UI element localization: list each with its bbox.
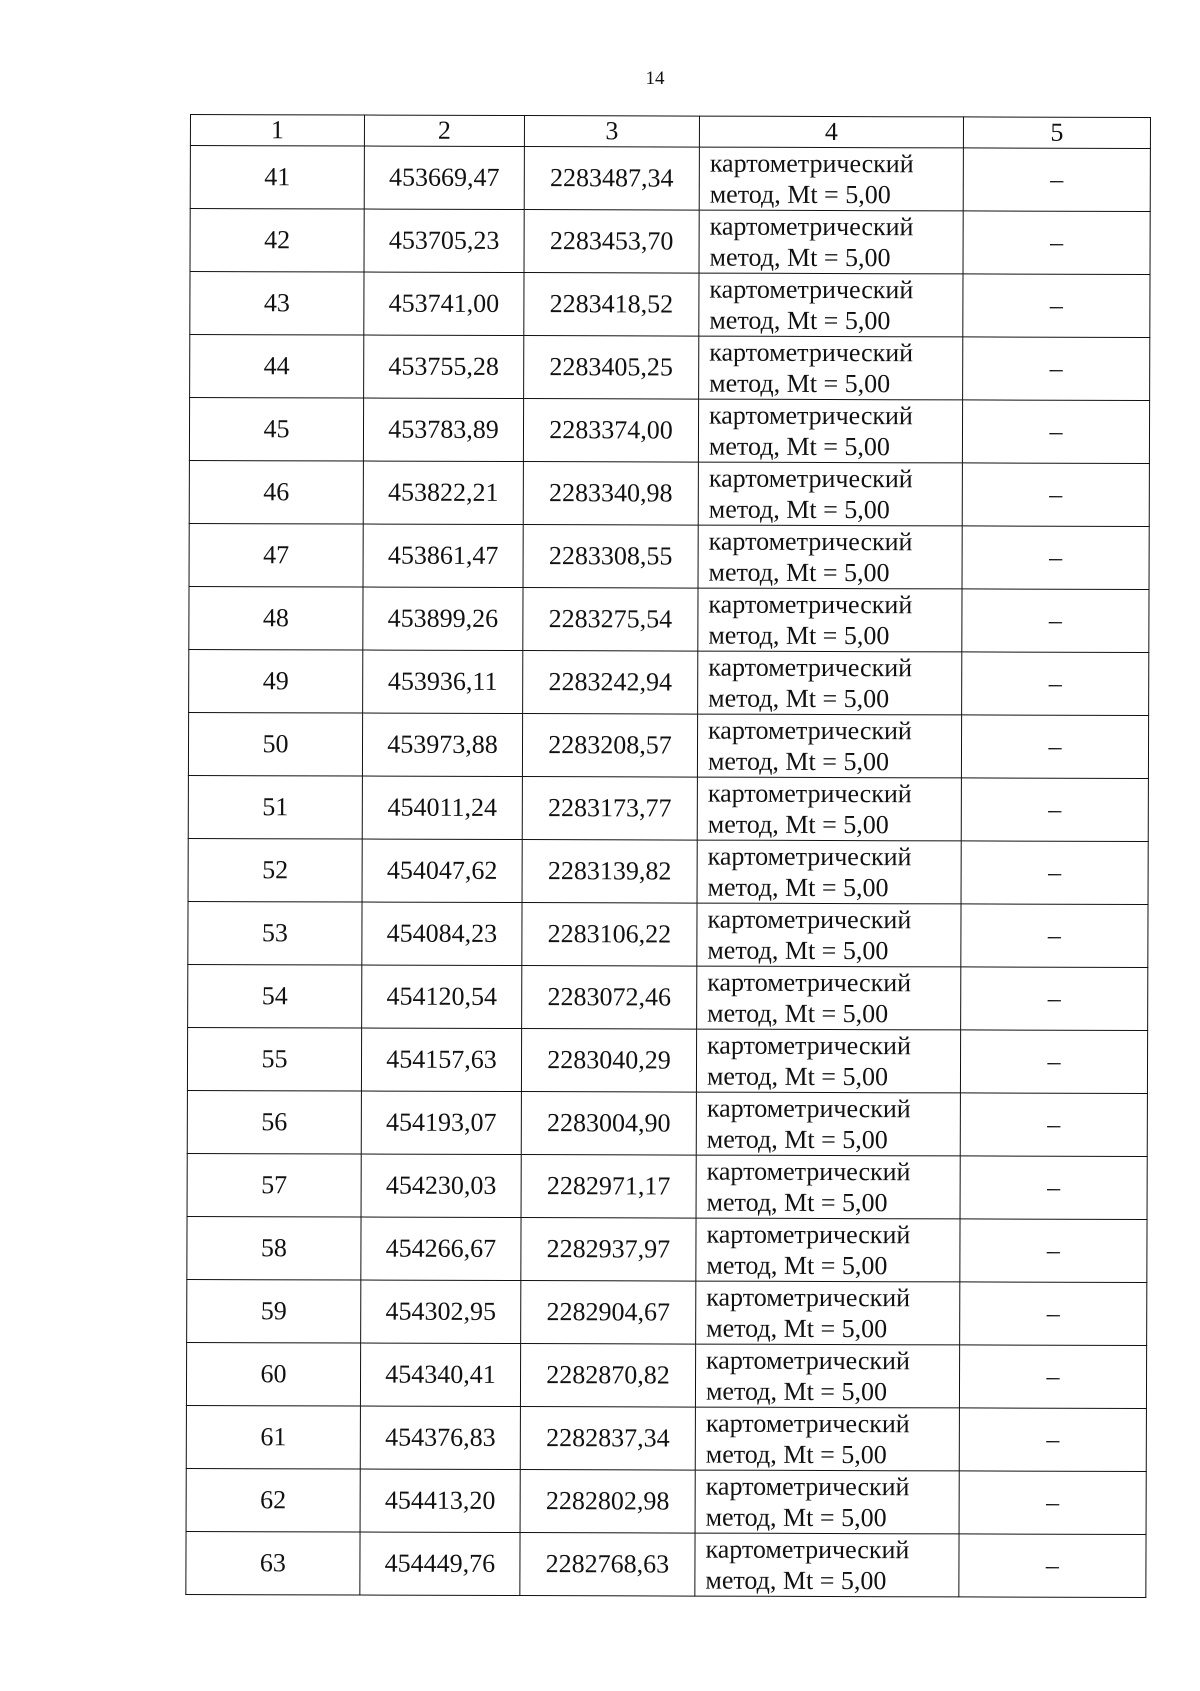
note-dash: – bbox=[962, 526, 1149, 590]
table-row bbox=[186, 1531, 1146, 1597]
note-dash: – bbox=[962, 652, 1149, 716]
method-line-1: картометрический bbox=[707, 778, 912, 809]
note-dash: – bbox=[960, 1219, 1147, 1283]
coordinate-x: 454084,23 bbox=[362, 902, 522, 966]
note-dash: – bbox=[961, 841, 1148, 905]
table-row bbox=[189, 523, 1149, 589]
page-number: 14 bbox=[645, 68, 665, 89]
method-line-2: метод, Mt = 5,00 bbox=[708, 431, 891, 462]
method-cell bbox=[698, 651, 962, 715]
method-cell bbox=[695, 1533, 959, 1597]
coordinate-y: 2283106,22 bbox=[522, 903, 697, 967]
point-number: 50 bbox=[188, 712, 362, 776]
table-row bbox=[190, 272, 1150, 338]
method-line-1: картометрический bbox=[709, 274, 914, 305]
point-number: 48 bbox=[189, 586, 363, 650]
coordinate-x: 454230,03 bbox=[361, 1154, 521, 1218]
note-dash: – bbox=[962, 463, 1149, 527]
coordinate-y: 2283340,98 bbox=[523, 462, 698, 526]
method-cell bbox=[696, 1155, 960, 1219]
method-line-1: картометрический bbox=[706, 1093, 911, 1124]
method-line-2: метод, Mt = 5,00 bbox=[709, 368, 891, 399]
coordinate-x: 454266,67 bbox=[361, 1217, 521, 1281]
method-cell bbox=[695, 1344, 959, 1408]
coordinate-x: 453861,47 bbox=[363, 524, 523, 588]
method-cell bbox=[696, 1281, 960, 1345]
table-row bbox=[189, 586, 1149, 652]
point-number: 49 bbox=[189, 649, 363, 713]
table-row bbox=[186, 1342, 1146, 1408]
point-number: 58 bbox=[187, 1216, 361, 1280]
method-line-2: метод, Mt = 5,00 bbox=[706, 1313, 888, 1344]
coordinate-y: 2283139,82 bbox=[522, 840, 697, 904]
method-cell bbox=[697, 840, 961, 904]
table-row bbox=[188, 964, 1148, 1030]
method-cell bbox=[699, 210, 963, 274]
method-line-1: картометрический bbox=[708, 463, 913, 494]
table-row bbox=[187, 1090, 1147, 1156]
note-dash: – bbox=[962, 589, 1149, 653]
note-dash: – bbox=[960, 1282, 1147, 1346]
method-line-1: картометрический bbox=[708, 589, 913, 620]
method-line-1: картометрический bbox=[705, 1471, 910, 1502]
point-number: 47 bbox=[189, 523, 363, 587]
coordinate-y: 2282768,63 bbox=[520, 1533, 695, 1597]
coordinate-x: 453936,11 bbox=[363, 650, 523, 714]
coordinate-x: 453822,21 bbox=[363, 461, 523, 525]
method-line-1: картометрический bbox=[707, 967, 912, 998]
method-line-1: картометрический bbox=[706, 1156, 911, 1187]
coordinate-x: 454047,62 bbox=[362, 839, 522, 903]
coordinate-x: 454193,07 bbox=[361, 1091, 521, 1155]
point-number: 51 bbox=[188, 775, 362, 839]
method-line-1: картометрический bbox=[705, 1408, 910, 1439]
table-row bbox=[189, 398, 1149, 464]
note-dash: – bbox=[959, 1471, 1146, 1535]
method-line-2: метод, Mt = 5,00 bbox=[708, 620, 890, 651]
method-line-2: метод, Mt = 5,00 bbox=[705, 1439, 887, 1470]
coordinate-x: 453783,89 bbox=[363, 398, 523, 462]
note-dash: – bbox=[961, 967, 1148, 1031]
method-line-2: метод, Mt = 5,00 bbox=[705, 1502, 887, 1533]
coordinate-x: 454120,54 bbox=[362, 965, 522, 1029]
note-dash: – bbox=[959, 1345, 1146, 1409]
point-number: 60 bbox=[186, 1342, 360, 1406]
point-number: 62 bbox=[186, 1468, 360, 1532]
method-cell bbox=[697, 714, 961, 778]
table-row bbox=[190, 209, 1150, 275]
method-line-2: метод, Mt = 5,00 bbox=[707, 809, 889, 840]
coordinate-y: 2283072,46 bbox=[522, 966, 697, 1030]
method-line-2: метод, Mt = 5,00 bbox=[707, 935, 889, 966]
method-line-2: метод, Mt = 5,00 bbox=[709, 242, 891, 273]
table-row bbox=[186, 1468, 1146, 1534]
point-number: 63 bbox=[186, 1531, 360, 1595]
method-line-1: картометрический bbox=[707, 1030, 911, 1061]
table-row bbox=[189, 460, 1149, 526]
coordinate-x: 453899,26 bbox=[363, 587, 523, 651]
method-line-2: метод, Mt = 5,00 bbox=[706, 1061, 889, 1092]
point-number: 55 bbox=[187, 1027, 361, 1091]
method-line-1: картометрический bbox=[709, 211, 914, 242]
coordinate-y: 2283405,25 bbox=[524, 336, 699, 400]
method-cell bbox=[699, 336, 963, 400]
method-cell bbox=[697, 903, 961, 967]
point-number: 44 bbox=[190, 335, 364, 399]
method-line-1: картометрический bbox=[708, 652, 913, 683]
table-body bbox=[186, 146, 1151, 1598]
table-row bbox=[190, 146, 1150, 212]
note-dash: – bbox=[959, 1408, 1146, 1472]
column-header-4: 4 bbox=[699, 116, 963, 148]
coordinate-x: 453741,00 bbox=[364, 272, 524, 336]
point-number: 45 bbox=[189, 398, 363, 462]
coordinate-y: 2283418,52 bbox=[524, 273, 699, 337]
method-line-2: метод, Mt = 5,00 bbox=[707, 872, 889, 903]
table-row bbox=[188, 838, 1148, 904]
note-dash: – bbox=[963, 148, 1150, 212]
note-dash: – bbox=[963, 274, 1150, 338]
method-line-1: картометрический bbox=[707, 904, 912, 935]
method-line-2: метод, Mt = 5,00 bbox=[706, 1187, 888, 1218]
method-cell bbox=[699, 147, 963, 211]
point-number: 56 bbox=[187, 1090, 361, 1154]
note-dash: – bbox=[963, 337, 1150, 401]
point-number: 59 bbox=[187, 1279, 361, 1343]
method-line-2: метод, Mt = 5,00 bbox=[708, 683, 890, 714]
table-row bbox=[190, 335, 1150, 401]
coordinate-x: 454340,41 bbox=[360, 1343, 520, 1407]
method-cell bbox=[697, 777, 961, 841]
table-row bbox=[189, 649, 1149, 715]
coordinate-y: 2283374,00 bbox=[523, 399, 698, 463]
coordinate-y: 2283453,70 bbox=[524, 210, 699, 274]
point-number: 61 bbox=[186, 1405, 360, 1469]
method-line-2: метод, Mt = 5,00 bbox=[708, 557, 890, 588]
method-cell bbox=[698, 588, 962, 652]
method-line-1: картометрический bbox=[708, 715, 912, 746]
method-line-1: картометрический bbox=[705, 1534, 910, 1565]
column-header-2: 2 bbox=[364, 115, 524, 147]
method-cell bbox=[695, 1407, 959, 1471]
method-cell bbox=[698, 462, 962, 526]
table-row bbox=[188, 901, 1148, 967]
method-line-1: картометрический bbox=[709, 337, 914, 368]
point-number: 43 bbox=[190, 272, 364, 336]
method-line-1: картометрический bbox=[706, 1345, 910, 1376]
method-line-2: метод, Mt = 5,00 bbox=[708, 494, 890, 525]
coordinate-y: 2283242,94 bbox=[523, 651, 698, 715]
table-row bbox=[188, 712, 1148, 778]
method-line-2: метод, Mt = 5,00 bbox=[707, 998, 889, 1029]
method-line-2: метод, Mt = 5,00 bbox=[706, 1124, 888, 1155]
table-row bbox=[187, 1279, 1147, 1345]
table-row bbox=[187, 1027, 1147, 1093]
coordinate-x: 453705,23 bbox=[364, 209, 524, 273]
coordinate-y: 2283040,29 bbox=[521, 1029, 696, 1093]
method-cell bbox=[696, 1092, 960, 1156]
column-header-1: 1 bbox=[190, 115, 364, 147]
coordinate-x: 453973,88 bbox=[362, 713, 522, 777]
method-line-1: картометрический bbox=[709, 400, 913, 431]
coordinate-y: 2283308,55 bbox=[523, 525, 698, 589]
coordinate-y: 2282937,97 bbox=[521, 1218, 696, 1282]
method-line-2: метод, Mt = 5,00 bbox=[705, 1376, 888, 1407]
method-line-1: картометрический bbox=[708, 526, 913, 557]
point-number: 53 bbox=[188, 901, 362, 965]
coordinate-y: 2283275,54 bbox=[523, 588, 698, 652]
coordinate-x: 453755,28 bbox=[364, 335, 524, 399]
coordinate-x: 454011,24 bbox=[362, 776, 522, 840]
coordinate-y: 2282971,17 bbox=[521, 1155, 696, 1219]
column-header-5: 5 bbox=[963, 117, 1150, 149]
point-number: 46 bbox=[189, 460, 363, 524]
method-line-1: картометрический bbox=[709, 148, 914, 179]
coordinate-y: 2283173,77 bbox=[522, 777, 697, 841]
method-cell bbox=[696, 1029, 960, 1093]
note-dash: – bbox=[960, 1030, 1147, 1094]
table-row bbox=[186, 1405, 1146, 1471]
point-number: 52 bbox=[188, 838, 362, 902]
method-cell bbox=[698, 399, 962, 463]
method-line-2: метод, Mt = 5,00 bbox=[706, 1250, 888, 1281]
coordinate-y: 2282802,98 bbox=[520, 1470, 695, 1534]
note-dash: – bbox=[961, 715, 1148, 779]
point-number: 54 bbox=[188, 964, 362, 1028]
coordinate-y: 2282870,82 bbox=[520, 1344, 695, 1408]
method-line-1: картометрический bbox=[706, 1219, 911, 1250]
method-line-1: картометрический bbox=[706, 1282, 911, 1313]
column-header-3: 3 bbox=[524, 116, 699, 148]
header-row bbox=[190, 115, 1150, 149]
note-dash: – bbox=[962, 400, 1149, 464]
point-number: 42 bbox=[190, 209, 364, 273]
coordinate-x: 454376,83 bbox=[360, 1406, 520, 1470]
coordinate-y: 2282837,34 bbox=[520, 1407, 695, 1471]
method-line-1: картометрический bbox=[707, 841, 912, 872]
point-number: 41 bbox=[190, 146, 364, 210]
method-line-2: метод, Mt = 5,00 bbox=[709, 179, 891, 210]
table-row bbox=[188, 775, 1148, 841]
coordinate-y: 2283487,34 bbox=[524, 147, 699, 211]
method-cell bbox=[697, 966, 961, 1030]
coordinates-table bbox=[185, 114, 1151, 1598]
coordinate-y: 2282904,67 bbox=[521, 1281, 696, 1345]
method-line-2: метод, Mt = 5,00 bbox=[709, 305, 891, 336]
coordinate-x: 454413,20 bbox=[360, 1469, 520, 1533]
table-row bbox=[187, 1153, 1147, 1219]
table-row bbox=[187, 1216, 1147, 1282]
coordinate-y: 2283208,57 bbox=[522, 714, 697, 778]
method-cell bbox=[696, 1218, 960, 1282]
coordinate-x: 453669,47 bbox=[364, 146, 524, 210]
note-dash: – bbox=[961, 904, 1148, 968]
note-dash: – bbox=[960, 1093, 1147, 1157]
coordinate-x: 454157,63 bbox=[361, 1028, 521, 1092]
note-dash: – bbox=[960, 1156, 1147, 1220]
method-cell bbox=[699, 273, 963, 337]
point-number: 57 bbox=[187, 1153, 361, 1217]
method-line-2: метод, Mt = 5,00 bbox=[707, 746, 890, 777]
method-line-2: метод, Mt = 5,00 bbox=[705, 1565, 887, 1596]
note-dash: – bbox=[963, 211, 1150, 275]
note-dash: – bbox=[959, 1534, 1146, 1598]
coordinate-x: 454449,76 bbox=[360, 1532, 520, 1596]
method-cell bbox=[698, 525, 962, 589]
coordinate-x: 454302,95 bbox=[361, 1280, 521, 1344]
note-dash: – bbox=[961, 778, 1148, 842]
method-cell bbox=[695, 1470, 959, 1534]
coordinate-y: 2283004,90 bbox=[521, 1092, 696, 1156]
